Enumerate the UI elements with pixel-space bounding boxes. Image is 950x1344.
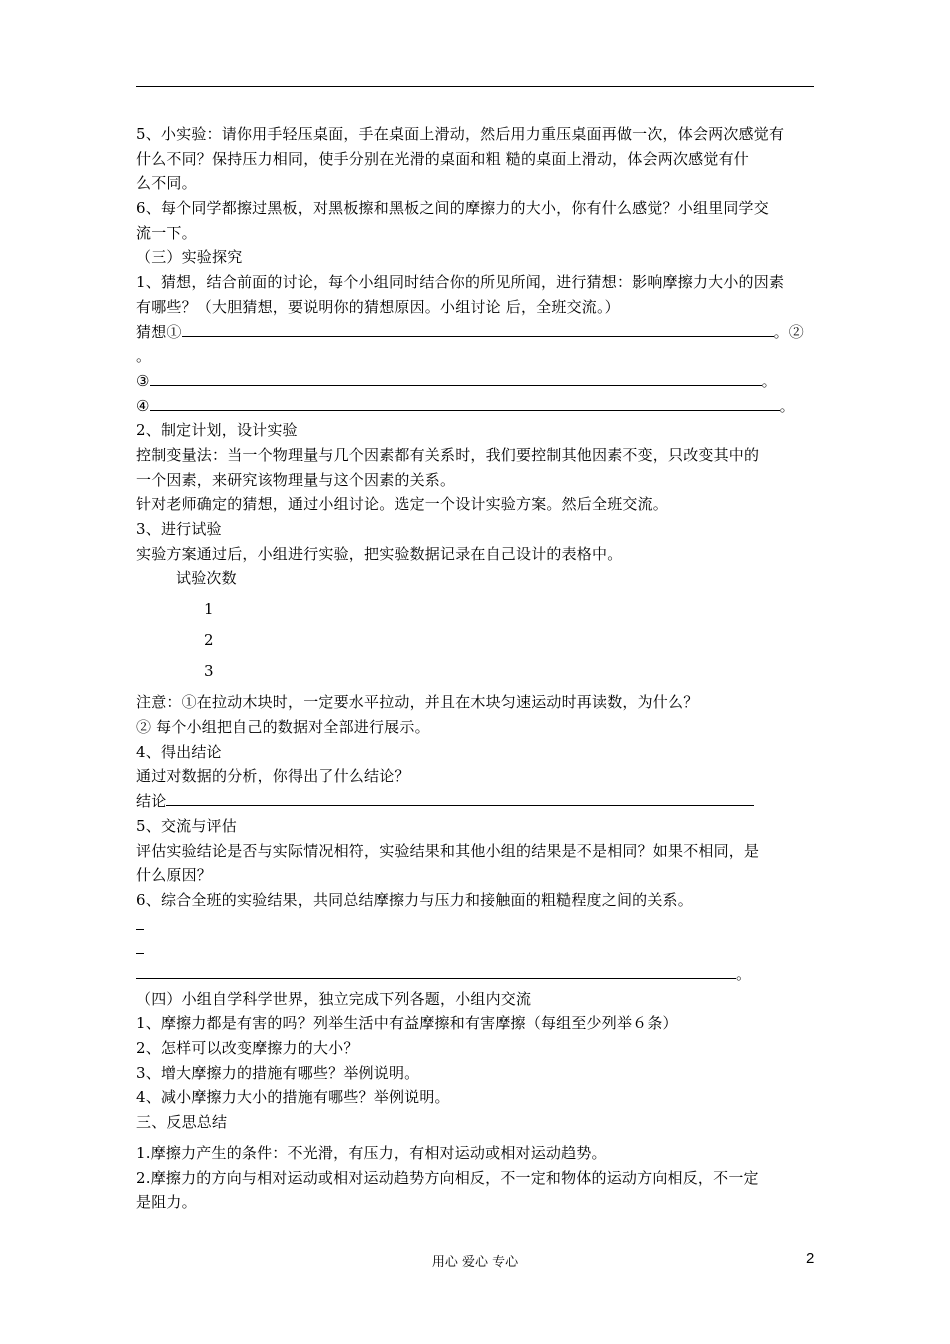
section-heading: （四）小组自学科学世界，独立完成下列各题，小组内交流	[136, 989, 532, 1008]
text-line: 1.摩擦力产生的条件：不光滑，有压力，有相对运动或相对运动趋势。	[136, 1144, 607, 1163]
question-item: 3、增大摩擦力的措施有哪些？举例说明。	[136, 1063, 420, 1082]
guess-2-end: 。	[136, 347, 152, 366]
text-line: 是阻力。	[136, 1193, 197, 1212]
table-row: 3	[204, 662, 214, 681]
conclusion-blank[interactable]	[166, 791, 754, 806]
guess-1-end: 。②	[773, 322, 805, 341]
answer-blank[interactable]	[136, 917, 144, 930]
answer-blank[interactable]	[136, 941, 144, 954]
text-line: 5、小实验：请你用手轻压桌面，手在桌面上滑动，然后用力重压桌面再做一次，体会两次感觉有	[136, 125, 785, 143]
text-line: 控制变量法：当一个物理量与几个因素都有关系时，我们要控制其他因素不变，只改变其中的	[136, 445, 760, 464]
text-line: 2.摩擦力的方向与相对运动或相对运动趋势方向相反，不一定和物体的运动方向相反，不一定	[136, 1168, 759, 1187]
section-heading: 三、反思总结	[136, 1113, 228, 1132]
table-header: 试验次数	[176, 569, 237, 588]
text-line: 实验方案通过后，小组进行实验，把实验数据记录在自己设计的表格中。	[136, 544, 623, 563]
section-heading: 4、得出结论	[136, 742, 222, 761]
guess-3-row	[136, 369, 816, 394]
conclusion-label: 结论	[136, 792, 167, 811]
section-heading: （三）实验探究	[136, 248, 243, 267]
guess-4-row	[136, 394, 816, 419]
guess-3-end: 。	[761, 371, 777, 390]
guess-3-label: ③	[136, 371, 150, 390]
guess-4-blank[interactable]	[150, 396, 780, 411]
summary-answer-blank[interactable]	[136, 964, 736, 979]
answer-line-short	[136, 937, 816, 962]
text-line: 评估实验结论是否与实际情况相符，实验结果和其他小组的结果是不是相同？如果不相同，是	[136, 841, 760, 860]
text-line: 什么不同？保持压力相同，使手分别在光滑的桌面和粗 糙的桌面上滑动，体会两次感觉有什	[136, 149, 749, 168]
guess-4-end: 。	[779, 396, 795, 415]
guess-1-blank[interactable]	[182, 322, 774, 337]
text-line: 流一下。	[136, 223, 197, 242]
text-line: 针对老师确定的猜想，通过小组讨论。选定一个设计实验方案。然后全班交流。	[136, 495, 669, 514]
summary-answer-row	[136, 962, 816, 987]
text-line: 通过对数据的分析，你得出了什么结论？	[136, 767, 410, 786]
text-line: 么不同。	[136, 174, 197, 193]
header-rule	[136, 86, 814, 87]
guess-1-label: 猜想①	[136, 322, 182, 341]
guess-3-blank[interactable]	[150, 371, 762, 386]
conclusion-row	[136, 789, 816, 814]
text-line: 注意：①在拉动木块时，一定要水平拉动，并且在木块匀速运动时再读数，为什么？	[136, 693, 699, 712]
text-line: 6、综合全班的实验结果，共同总结摩擦力与压力和接触面的粗糙程度之间的关系。	[136, 890, 693, 909]
text-line: 有哪些？（大胆猜想，要说明你的猜想原因。小组讨论 后，全班交流。）	[136, 297, 620, 316]
guess-2-row	[136, 344, 816, 369]
text-line: ② 每个小组把自己的数据对全部进行展示。	[136, 718, 430, 737]
guess-4-label: ④	[136, 396, 150, 415]
guess-1-row	[136, 320, 816, 345]
section-heading: 2、制定计划，设计实验	[136, 421, 298, 440]
text-line: 6、每个同学都擦过黑板，对黑板擦和黑板之间的摩擦力的大小，你有什么感觉？小组里同学交	[136, 199, 769, 218]
page-number: 2	[806, 1250, 815, 1267]
page-content	[136, 122, 816, 1215]
footer-motto: 用心 爱心 专心	[431, 1255, 519, 1270]
section-heading: 3、进行试验	[136, 520, 222, 538]
text-line: 1、猜想，结合前面的讨论，每个小组同时结合你的所见所闻，进行猜想：影响摩擦力大小的因素	[136, 273, 785, 292]
section-heading: 5、交流与评估	[136, 816, 237, 835]
summary-answer-end: 。	[736, 964, 752, 983]
question-item: 2、怎样可以改变摩擦力的大小？	[136, 1039, 359, 1057]
question-item: 4、减小摩擦力大小的措施有哪些？举例说明。	[136, 1088, 450, 1107]
text-line: 什么原因？	[136, 866, 213, 885]
table-row: 1	[204, 600, 214, 619]
table-row: 2	[204, 631, 214, 650]
question-item: 1、摩擦力都是有害的吗？列举生活中有益摩擦和有害摩擦（每组至少列举６条）	[136, 1014, 678, 1033]
answer-line-short	[136, 913, 816, 938]
text-line: 一个因素，来研究该物理量与这个因素的关系。	[136, 470, 456, 489]
